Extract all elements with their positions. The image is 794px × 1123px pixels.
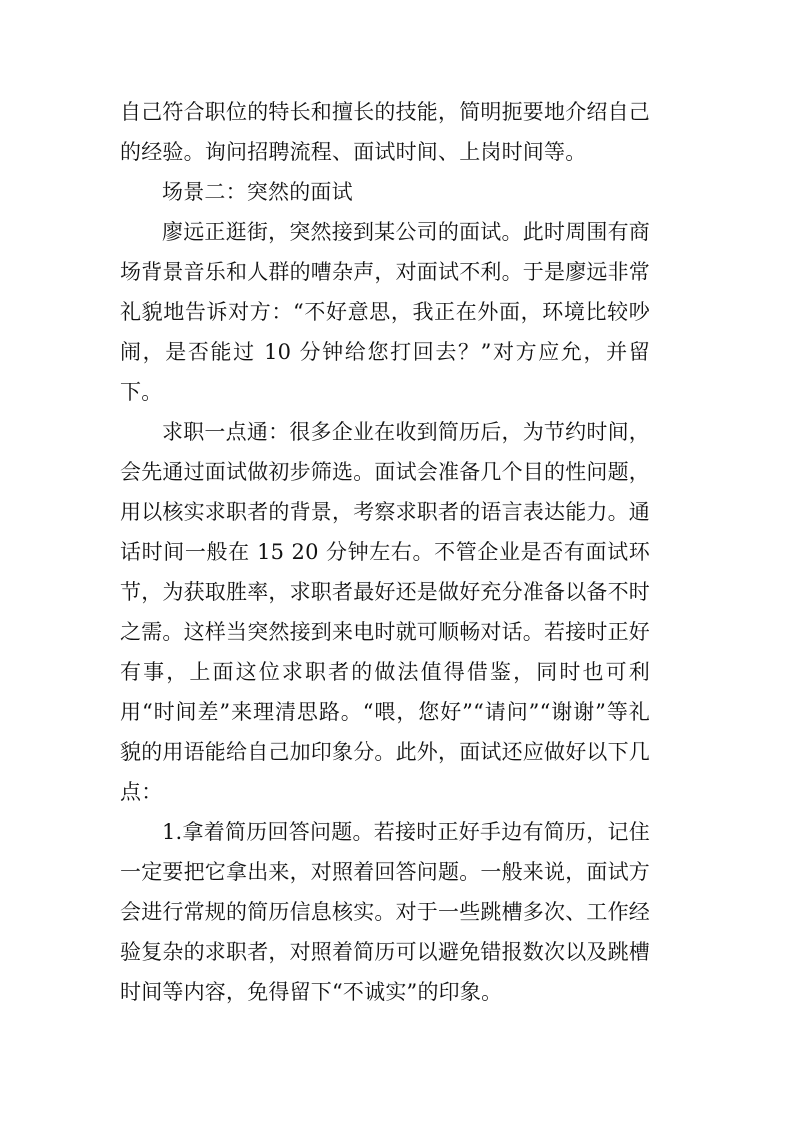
paragraph-job-tips: 求职一点通：很多企业在收到简历后，为节约时间，会先通过面试做初步筛选。面试会准备几个目的性问题，用以核实求职者的背景，考察求职者的语言表达能力。通话时间一般在 15 20 分钟左右。不管企业是否有面试环节，为获取胜率，求职者最好还是做好充分准备以备不时之需。这样当突然接到来电时就可顺畅对话。若接时正好有事，上面这位求职者的做法值得借鉴，同时也可利用“时间差”来理清思路。“喂，您好”“请问”“谢谢”等礼貌的用语能给自己加印象分。此外，面试还应做好以下几点： bbox=[120, 420, 650, 804]
document-body bbox=[120, 92, 650, 1012]
paragraph-tip-one: 1.拿着简历回答问题。若接时正好手边有简历，记住一定要把它拿出来，对照着回答问题。一般来说，面试方会进行常规的简历信息核实。对于一些跳槽多次、工作经验复杂的求职者，对照着简历可以避免错报数次以及跳槽时间等内容，免得留下“不诚实”的印象。 bbox=[120, 820, 650, 1004]
section-heading-scenario-two: 场景二：突然的面试 bbox=[162, 180, 353, 204]
paragraph-scenario-story: 廖远正逛街，突然接到某公司的面试。此时周围有商场背景音乐和人群的嘈杂声，对面试不利。于是廖远非常礼貌地告诉对方：“不好意思，我正在外面，环境比较吵闹，是否能过 10 分钟给您打回去？”对方应允，并留下。 bbox=[120, 220, 650, 404]
paragraph-intro-continuation: 自己符合职位的特长和擅长的技能，简明扼要地介绍自己的经验。询问招聘流程、面试时间、上岗时间等。 bbox=[120, 100, 650, 164]
